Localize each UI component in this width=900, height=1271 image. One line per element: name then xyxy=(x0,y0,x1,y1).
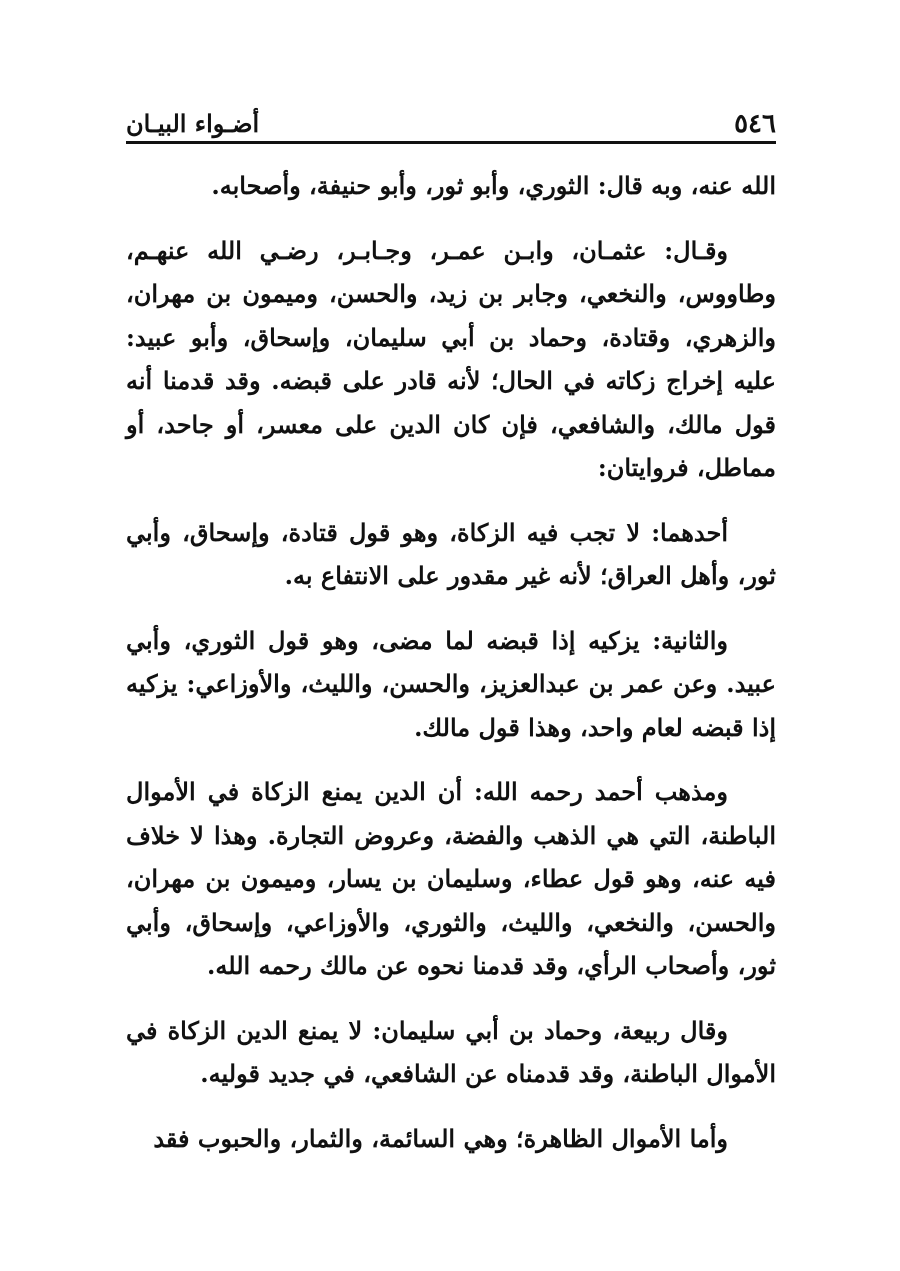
page-header xyxy=(126,104,776,144)
running-title: أضـواء البيـان xyxy=(126,109,260,138)
paragraph: وأما الأموال الظاهرة؛ وهي السائمة، والثمار، والحبوب فقد xyxy=(153,1123,728,1153)
header-rule xyxy=(126,141,776,144)
page-number: ٥٤٦ xyxy=(734,109,776,139)
paragraph-continuation: الله عنه، وبه قال: الثوري، وأبو ثور، وأبو حنيفة، وأصحابه. xyxy=(211,171,776,200)
body-text xyxy=(126,164,776,1181)
paragraph: وقال ربيعة، وحماد بن أبي سليمان: لا يمنع الدين الزكاة في الأموال الباطنة، وقد قدمناه عن الشافعي، في جديد قوليه. xyxy=(126,1015,776,1088)
paragraph: ومذهب أحمد رحمه الله: أن الدين يمنع الزكاة في الأموال الباطنة، التي هي الذهب والفضة، وعروض التجارة. وهذا لا خلاف فيه عنه، وهو قول عطاء، وسليمان بن يسار، وميمون بن مهران، والحسن، والنخعي، والليث، والثوري، والأوزاعي، وإسحاق، وأبي ثور، وأصحاب الرأي، وقد قدمنا نحوه عن مالك رحمه الله. xyxy=(126,777,776,980)
paragraph: أحدهما: لا تجب فيه الزكاة، وهو قول قتادة، وإسحاق، وأبي ثور، وأهل العراق؛ لأنه غير مقدور على الانتفاع به. xyxy=(126,517,776,590)
paragraph: والثانية: يزكيه إذا قبضه لما مضى، وهو قول الثوري، وأبي عبيد. وعن عمر بن عبدالعزيز، والحسن، والليث، والأوزاعي: يزكيه إذا قبضه لعام واحد، وهذا قول مالك. xyxy=(126,625,776,742)
paragraph: وقـال: عثمـان، وابـن عمـر، وجـابـر، رضـي الله عنهـم، وطاووس، والنخعي، وجابر بن زيد، والحسن، وميمون بن مهران، والزهري، وقتادة، وحماد بن أبي سليمان، وإسحاق، وأبو عبيد: عليه إخراج زكاته في الحال؛ لأنه قادر على قبضه. وقد قدمنا أنه قول مالك، والشافعي، فإن كان الدين على معسر، أو جاحد، أو مماطل، فروايتان: xyxy=(126,235,776,482)
